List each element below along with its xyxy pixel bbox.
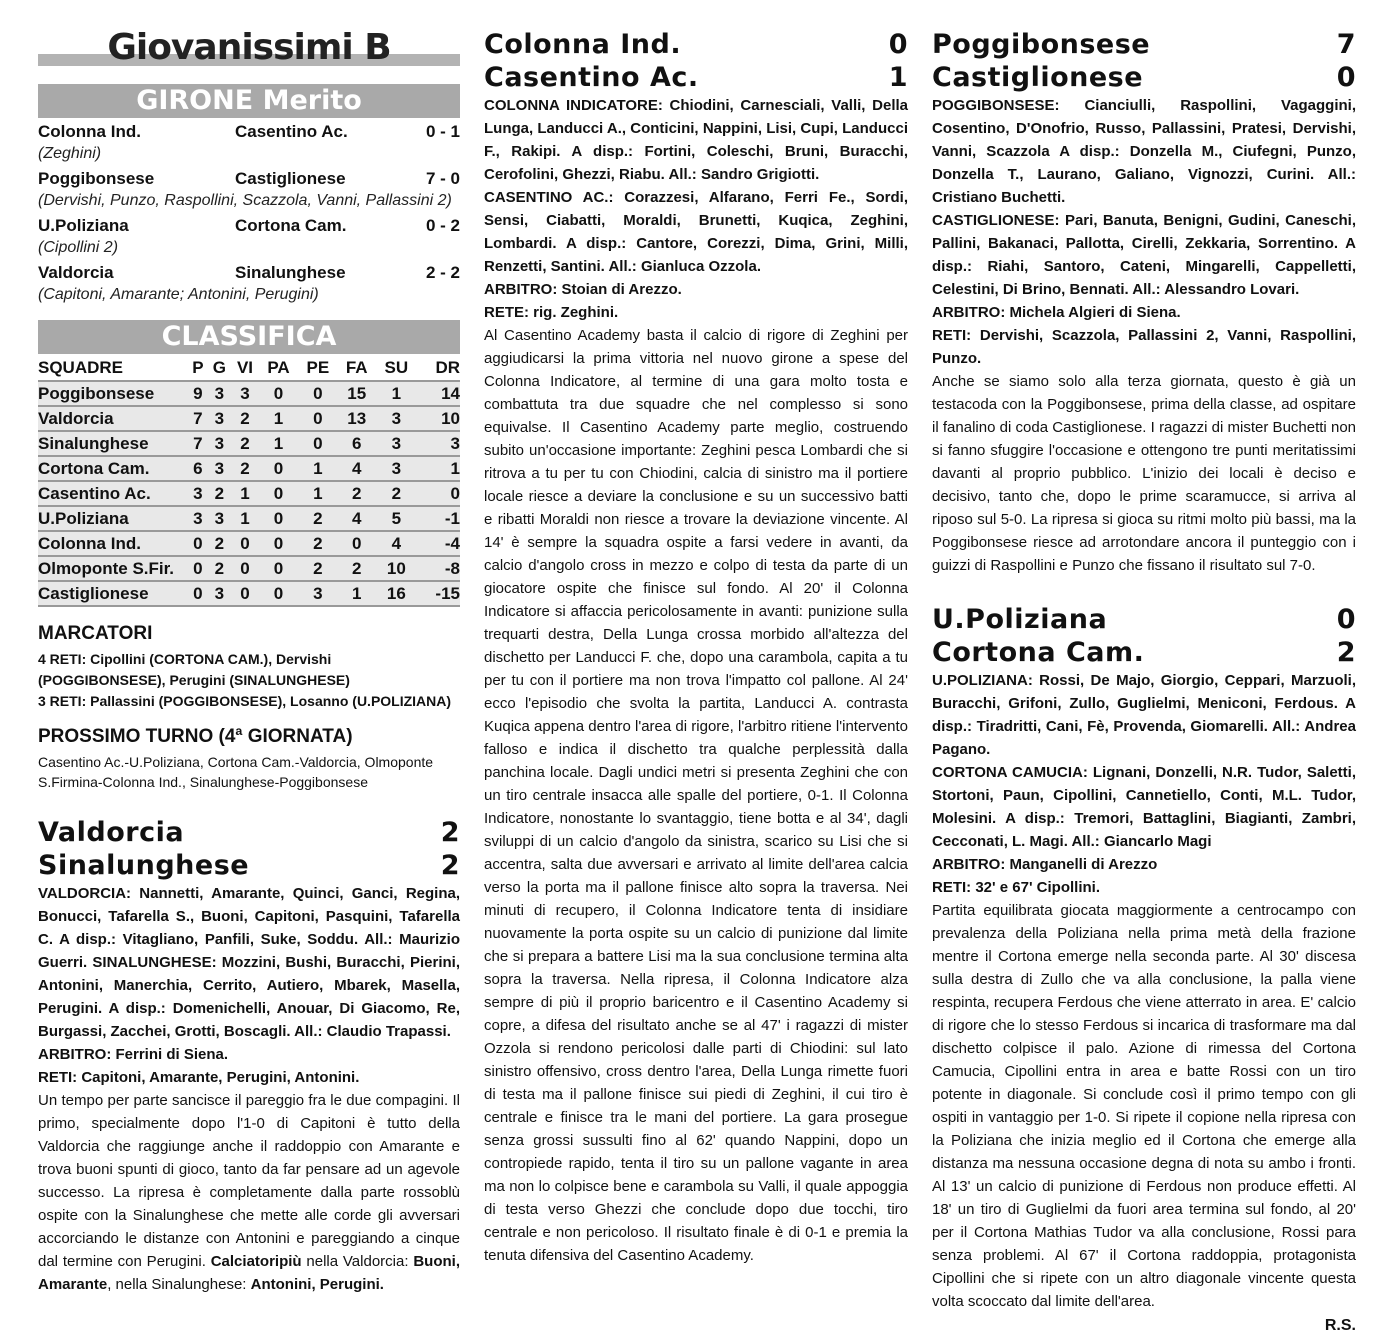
stat-cell: 4	[376, 531, 417, 556]
result-scorers: (Dervishi, Punzo, Raspollini, Scazzola, Vanni, Pallassini 2)	[38, 192, 452, 209]
calcio-text: nella Valdorcia:	[301, 1253, 414, 1270]
result-home: Poggibonsese	[38, 169, 155, 188]
calcio-names: Buoni, Amarante	[38, 1253, 460, 1293]
stat-cell: 3	[208, 406, 231, 431]
stat-cell: 7	[188, 431, 208, 456]
stat-cell: 0	[259, 581, 298, 606]
stat-cell: 0	[259, 381, 298, 406]
report-text: Un tempo per parte sancisce il pareggio fra le due compagini. Il primo, specialmente dopo l'1-0 di Capitoni è tutto della Valdorcia che raggiunge anche il raddoppio con Amarante e trova buoni spunti di gioco, tanto da far pensare ad un agevole successo. La ripresa è completamente dalla parte rossoblù ospite con la Sinalunghese che mette alle corde gli avversari accorciando le distanze con Antonini e pareggiando a cinque dal termine con Perugini.	[38, 1092, 460, 1270]
match-header-row	[932, 636, 1356, 669]
referee: ARBITRO: Manganelli di Arezzo	[932, 856, 1158, 873]
stat-cell: 10	[376, 556, 417, 581]
stat-cell: 0	[298, 431, 338, 456]
stat-cell: 3	[188, 506, 208, 531]
stat-cell: 3	[376, 431, 417, 456]
referee: ARBITRO: Ferrini di Siena.	[38, 1046, 229, 1063]
stat-cell: 4	[338, 456, 376, 481]
result-home: Valdorcia	[38, 263, 114, 282]
match-report: Al Casentino Academy basta il calcio di rigore di Zeghini per aggiudicarsi la prima vittoria nel nuovo girone a spese del Colonna Indicatore, al termine di una gara molto tosta e combattuta tra due squadre che nel complesso si sono equivalse. Il Casentino Academy parte meglio, costruendo subito un'occasione importante: Zeghini pesca Lombardi che si ritrova a tu per tu con Chiodini, calcia di sinistro ma il portiere locale riesce a deviare la conclusione e su un successivo batti e ribatti Moraldi non riesce a trovare la deviazione vincente. Al 14' è sempre la squadra ospite a farsi vedere in avanti, da calcio d'angolo cross in mezzo e colpo di testa da parte di un giocatore ospite che finisce sul fondo. Al 20' il Colonna Indicatore si affaccia pericolosamente in avanti: punizione sulla trequarti destra, Della Lunga crossa morbido all'altezza del dischetto per Landucci F. che, dopo una carambola, capita a tu per tu con il portiere ma non trova l'impatto col pallone. Al 24' ecco l'episodio che svolta la partita, Landucci A. contrasta Kuqica appena dentro l'area di rigore, l'arbitro ritiene l'intervento falloso e indica il dischetto tra qualche perplessità dalla panchina locale. Dagli undici metri si presenta Zeghini che con un tiro centrale insacca alle spalle del portiere, 0-1. Il Colonna Indicatore, nonostante lo svantaggio, tiene botta e al 34', dagli sviluppi di un calcio d'angolo da sinistra, scarico su Lisi che si accentra, salta due avversari e arrivato al limite dell'area calcia verso la porta ma il pallone finisce alto sopra la traversa. Nei minuti di recupero, il Colonna Indicatore tenta di insidiare nuovamente la porta ospite su un calcio di punizione dal limite che si prepara a battere Lisi ma la sua conclusione termina alta sopra la traversa. Nella ripresa, il Colonna Indicatore alza sempre di più il proprio baricentro e il Casentino Academy si copre, a difesa del risultato anche se al 47' i ragazzi di mister Ozzola si rendono pericolosi dalle parti di Chiodini: sul lato sinistro offensivo, cross dentro l'area, Della Lunga rimette fuori di testa ma il pallone finisce sui piedi di Zeghini, il cui tiro è centrale e finisce tra le mani del portiere. La gara prosegue senza grossi sussulti fino al 62' quando Nappini, dopo un contropiede rapido, tenta il tiro su un pallone vagante in area ma non lo colpisce bene e carambola su Valli, il quale appoggia di testa verso Ghezzi che conclude dopo due tocchi, tiro centrale e non pericoloso. Il risultato finale è di 0-1 e premia la tenuta difensiva del Casentino Academy.	[484, 327, 908, 1264]
match-header-row	[484, 61, 908, 94]
prossimo-title: PROSSIMO TURNO (4ª GIORNATA)	[38, 726, 353, 747]
standings-row	[38, 406, 460, 431]
stat-cell: 3	[298, 581, 338, 606]
match-report: Partita equilibrata giocata maggiormente a centrocampo con prevalenza della Poliziana nella prima metà della frazione mentre il Cortona emerge nella seconda parte. Al 30' discesa sulla destra di Zullo che va alla conclusione, la palla viene respinta, recupera Ferdous che viene atterrato in area. E' calcio di rigore che lo stesso Ferdous si incarica di trasformare ma dal dischetto colpisce il palo. Azione di rimessa del Cortona Camucia, Cipollini entra in area e batte Rossi con un tiro potente in diagonale. Si conclude così il primo tempo con gli ospiti in vantaggio per 1-0. Si ripete il copione nella ripresa con la Poliziana che inizia meglio ed il Cortona che emerge alla distanza ma nessuna occasione degna di nota su ambo i fronti. Al 13' un calcio di punizione di Ferdous non produce effetti. Al 18' un tiro di Guglielmi da fuori area termina sul fondo, al 20' per il Cortona Mathias Tudor va alla conclusione, Rossi para senza problemi. Al 67' il Cortona raddoppia, protagonista Cipollini che si ripete con un altro diagonale vincente questa volta scoccato dal limite dell'area.	[932, 902, 1356, 1310]
stat-cell: 0	[298, 406, 338, 431]
team-score: 7	[1336, 29, 1356, 60]
stat-cell: 0	[338, 531, 376, 556]
stat-cell: 13	[338, 406, 376, 431]
stat-cell: 9	[188, 381, 208, 406]
team-cell: Olmoponte S.Fir.	[38, 556, 188, 581]
team-cell: Sinalunghese	[38, 431, 188, 456]
stat-cell: 7	[188, 406, 208, 431]
stat-cell: -8	[417, 556, 460, 581]
team-name: Sinalunghese	[38, 850, 250, 881]
stat-cell: 0	[259, 481, 298, 506]
standings-row	[38, 381, 460, 406]
stat-cell: 2	[376, 481, 417, 506]
stat-cell: 0	[188, 581, 208, 606]
standings-header-row	[38, 354, 460, 381]
team-name: U.Poliziana	[932, 604, 1108, 635]
calcio-names: Antonini, Perugini.	[250, 1276, 384, 1293]
col-header: VI	[231, 354, 259, 381]
classifica-header: CLASSIFICA	[38, 320, 460, 354]
lineup-text: VALDORCIA: Nannetti, Amarante, Quinci, Ganci, Regina, Bonucci, Tafarella S., Buoni, Capitoni, Pasquini, Tafarella C. A disp.: Vitagliano, Panfili, Suke, Soddu. All.: Maurizio Guerri. SINALUNGHESE: Mozzini, Bushi, Buracchi, Pierini, Antonini, Manerchia, Cerrito, Autiero, Mbarek, Masella, Perugini. A disp.: Domenichelli, Anouar, Di Giacomo, Re, Burgassi, Zacchei, Grotti, Boscagli. All.: Claudio Trapassi.	[38, 885, 460, 1040]
standings-row	[38, 481, 460, 506]
stat-cell: 2	[208, 481, 231, 506]
col-header: G	[208, 354, 231, 381]
stat-cell: 0	[259, 456, 298, 481]
col-header: SU	[376, 354, 417, 381]
column-middle	[484, 28, 908, 1267]
match-header-row	[38, 816, 460, 849]
team-score: 2	[440, 850, 460, 881]
stat-cell: 0	[231, 556, 259, 581]
match-report	[38, 1089, 460, 1296]
team-name: Poggibonsese	[932, 29, 1151, 60]
team-score: 0	[1336, 604, 1356, 635]
stat-cell: 3	[208, 506, 231, 531]
stat-cell: 3	[376, 456, 417, 481]
team-name: Cortona Cam.	[932, 637, 1145, 668]
calcio-label: Calciatoripiù	[210, 1253, 302, 1270]
result-score: 2 - 2	[425, 263, 460, 282]
team-cell: Poggibonsese	[38, 381, 188, 406]
team-score: 2	[1336, 637, 1356, 668]
stat-cell: 3	[417, 431, 460, 456]
marcatori-line: 3 RETI: Pallassini (POGGIBONSESE), Losanno (U.POLIZIANA)	[38, 693, 452, 709]
team-cell: Castiglionese	[38, 581, 188, 606]
stat-cell: 1	[376, 381, 417, 406]
standings-body	[38, 381, 460, 606]
stat-cell: 0	[231, 531, 259, 556]
stat-cell: 2	[338, 556, 376, 581]
result-away: Castiglionese	[235, 169, 346, 188]
standings-table	[38, 354, 460, 607]
stat-cell: 0	[188, 556, 208, 581]
stat-cell: 3	[208, 431, 231, 456]
standings-row	[38, 531, 460, 556]
prossimo-text: Casentino Ac.-U.Poliziana, Cortona Cam.-Valdorcia, Olmoponte S.Firmina-Colonna Ind., Sinalunghese-Poggibonsese	[38, 754, 434, 790]
stat-cell: 1	[231, 506, 259, 531]
col-header: SQUADRE	[38, 354, 188, 381]
result-home: Colonna Ind.	[38, 122, 141, 141]
lineup-text: CASENTINO AC.: Corazzesi, Alfarano, Ferri Fe., Sordi, Sensi, Ciabatti, Moraldi, Brunetti, Kuqica, Zeghini, Lombardi. A disp.: Cantore, Corezzi, Dima, Grini, Milli, Renzetti, Santini. All.: Gianluca Ozzola.	[484, 189, 908, 275]
stat-cell: 0	[298, 381, 338, 406]
team-name: Valdorcia	[38, 817, 185, 848]
stat-cell: 0	[259, 506, 298, 531]
stat-cell: 1	[298, 456, 338, 481]
result-away: Cortona Cam.	[235, 216, 347, 235]
goals: RETI: 32' e 67' Cipollini.	[932, 879, 1101, 896]
team-cell: U.Poliziana	[38, 506, 188, 531]
stat-cell: 10	[417, 406, 460, 431]
result-scorers: (Capitoni, Amarante; Antonini, Perugini)	[38, 286, 319, 303]
stat-cell: 1	[231, 481, 259, 506]
col-header: P	[188, 354, 208, 381]
lineup-text: U.POLIZIANA: Rossi, De Majo, Giorgio, Ceppari, Marzuoli, Buracchi, Grifoni, Zullo, Guglielmi, Meniconi, Ferdous. A disp.: Tiradritti, Cani, Fè, Provenda, Giomarelli. All.: Andrea Pagano.	[932, 672, 1356, 758]
stat-cell: 2	[298, 531, 338, 556]
stat-cell: 3	[208, 381, 231, 406]
stat-cell: 0	[259, 531, 298, 556]
stat-cell: 6	[188, 456, 208, 481]
stat-cell: 3	[231, 381, 259, 406]
stat-cell: 2	[298, 506, 338, 531]
match-header-row	[932, 28, 1356, 61]
stat-cell: 1	[417, 456, 460, 481]
match-header-row	[484, 28, 908, 61]
stat-cell: 2	[208, 531, 231, 556]
column-right	[932, 28, 1356, 1335]
stat-cell: -1	[417, 506, 460, 531]
standings-row	[38, 556, 460, 581]
result-score: 0 - 1	[425, 122, 460, 141]
stat-cell: 0	[188, 531, 208, 556]
stat-cell: 15	[338, 381, 376, 406]
col-header: FA	[338, 354, 376, 381]
team-name: Castiglionese	[932, 62, 1144, 93]
stat-cell: 0	[417, 481, 460, 506]
match-report: Anche se siamo solo alla terza giornata, questo è già un testacoda con la Poggibonsese, prima della classe, ad ospitare il fanalino di coda Castiglionese. I ragazzi di mister Buchetti non si fanno sfuggire l'occasione e ottengono tre punti meritatissimi davanti al proprio pubblico. L'inizio dei locali è deciso e decisivo, tanto che, dopo le prime scaramucce, si arriva al riposo sul 5-0. La ripresa si gioca su ritmi molto più bassi, ma la Poggibonsese riesce ad arrotondare ancora il punteggio con i guizzi di Raspollini e Punzo che fissano il risultato sul 7-0.	[932, 373, 1356, 574]
stat-cell: 16	[376, 581, 417, 606]
match-poliziana	[932, 603, 1356, 1335]
result-away: Sinalunghese	[235, 263, 346, 282]
standings-row	[38, 431, 460, 456]
team-name: Casentino Ac.	[484, 62, 699, 93]
result-home: U.Poliziana	[38, 216, 129, 235]
stat-cell: 3	[208, 456, 231, 481]
match-header-row	[932, 61, 1356, 94]
page-title: Giovanissimi B	[107, 27, 391, 68]
team-cell: Cortona Cam.	[38, 456, 188, 481]
goals: RETE: rig. Zeghini.	[484, 304, 619, 321]
marcatori-line: 4 RETI: Cipollini (CORTONA CAM.), Dervishi (POGGIBONSESE), Perugini (SINALUNGHESE)	[38, 651, 350, 688]
stat-cell: 2	[208, 556, 231, 581]
match-poggibonsese	[932, 28, 1356, 577]
stat-cell: 4	[338, 506, 376, 531]
standings-row	[38, 581, 460, 606]
girone-header: GIRONE Merito	[38, 84, 460, 118]
team-cell: Colonna Ind.	[38, 531, 188, 556]
stat-cell: 2	[231, 406, 259, 431]
stat-cell: 5	[376, 506, 417, 531]
team-score: 2	[440, 817, 460, 848]
col-header: PE	[298, 354, 338, 381]
stat-cell: 3	[376, 406, 417, 431]
match-header-row	[932, 603, 1356, 636]
stat-cell: 1	[259, 406, 298, 431]
stat-cell: 3	[188, 481, 208, 506]
team-cell: Valdorcia	[38, 406, 188, 431]
lineup-text: CASTIGLIONESE: Pari, Banuta, Benigni, Gudini, Caneschi, Pallini, Bakanaci, Pallotta, Cirelli, Zekkaria, Sorrentino. A disp.: Riahi, Santoro, Cateni, Mingarelli, Cappelletti, Celestini, Di Brino, Bennati. All.: Alessandro Lovari.	[932, 212, 1356, 298]
result-away: Casentino Ac.	[235, 122, 348, 141]
stat-cell: 2	[298, 556, 338, 581]
lineup-text: POGGIBONSESE: Cianciulli, Raspollini, Vagaggini, Cosentino, D'Onofrio, Russo, Pallassini, Pratesi, Dervishi, Vanni, Scazzola A disp.: Donzella M., Ciufegni, Punzo, Donzella T., Laurano, Galiano, Vignozzi, Curini. All.: Cristiano Buchetti.	[932, 97, 1356, 206]
stat-cell: -4	[417, 531, 460, 556]
referee: ARBITRO: Stoian di Arezzo.	[484, 281, 682, 298]
stat-cell: 1	[298, 481, 338, 506]
stat-cell: 2	[338, 481, 376, 506]
referee: ARBITRO: Michela Algieri di Siena.	[932, 304, 1181, 321]
column-left	[38, 28, 460, 1296]
result-score: 7 - 0	[425, 169, 460, 188]
col-header: DR	[417, 354, 460, 381]
result-scorers: (Cipollini 2)	[38, 239, 119, 256]
team-score: 1	[888, 62, 908, 93]
col-header: PA	[259, 354, 298, 381]
stat-cell: 0	[259, 556, 298, 581]
match-colonna	[484, 28, 908, 1267]
result-item	[38, 215, 460, 259]
stat-cell: 6	[338, 431, 376, 456]
result-scorers: (Zeghini)	[38, 145, 102, 162]
result-score: 0 - 2	[425, 216, 460, 235]
standings-row	[38, 456, 460, 481]
match-valdorcia	[38, 816, 460, 1296]
stat-cell: 2	[231, 431, 259, 456]
stat-cell: 1	[338, 581, 376, 606]
team-name: Colonna Ind.	[484, 29, 682, 60]
team-score: 0	[1336, 62, 1356, 93]
result-item	[38, 121, 460, 165]
standings-row	[38, 506, 460, 531]
stat-cell: 2	[231, 456, 259, 481]
match-header-row	[38, 849, 460, 882]
calcio-text: , nella Sinalunghese:	[107, 1276, 251, 1293]
stat-cell: -15	[417, 581, 460, 606]
marcatori-title: MARCATORI	[38, 623, 153, 644]
stat-cell: 14	[417, 381, 460, 406]
goals: RETI: Capitoni, Amarante, Perugini, Antonini.	[38, 1069, 360, 1086]
lineup-text: CORTONA CAMUCIA: Lignani, Donzelli, N.R. Tudor, Saletti, Stortoni, Paun, Cipollini, Cannetiello, Conti, M.L. Tudor, Molesini. A disp.: Tremori, Battaglini, Biagianti, Zambri, Cecconati, L. Magi. All.: Giancarlo Magi	[932, 764, 1356, 850]
stat-cell: 0	[231, 581, 259, 606]
results-list	[38, 121, 460, 306]
stat-cell: 3	[208, 581, 231, 606]
result-item	[38, 168, 460, 212]
goals: RETI: Dervishi, Scazzola, Pallassini 2, Vanni, Raspollini, Punzo.	[932, 327, 1356, 367]
team-cell: Casentino Ac.	[38, 481, 188, 506]
author-signature: R.S.	[1324, 1317, 1356, 1334]
stat-cell: 1	[259, 431, 298, 456]
result-item	[38, 262, 460, 306]
team-score: 0	[888, 29, 908, 60]
lineup-text: COLONNA INDICATORE: Chiodini, Carnesciali, Valli, Della Lunga, Landucci A., Conticini, Nappini, Lisi, Cupi, Landucci F., Rakipi. A disp.: Fortini, Coleschi, Bruni, Buracchi, Cerofolini, Ghezzi, Riabu. All.: Sandro Grigiotti.	[484, 97, 908, 183]
